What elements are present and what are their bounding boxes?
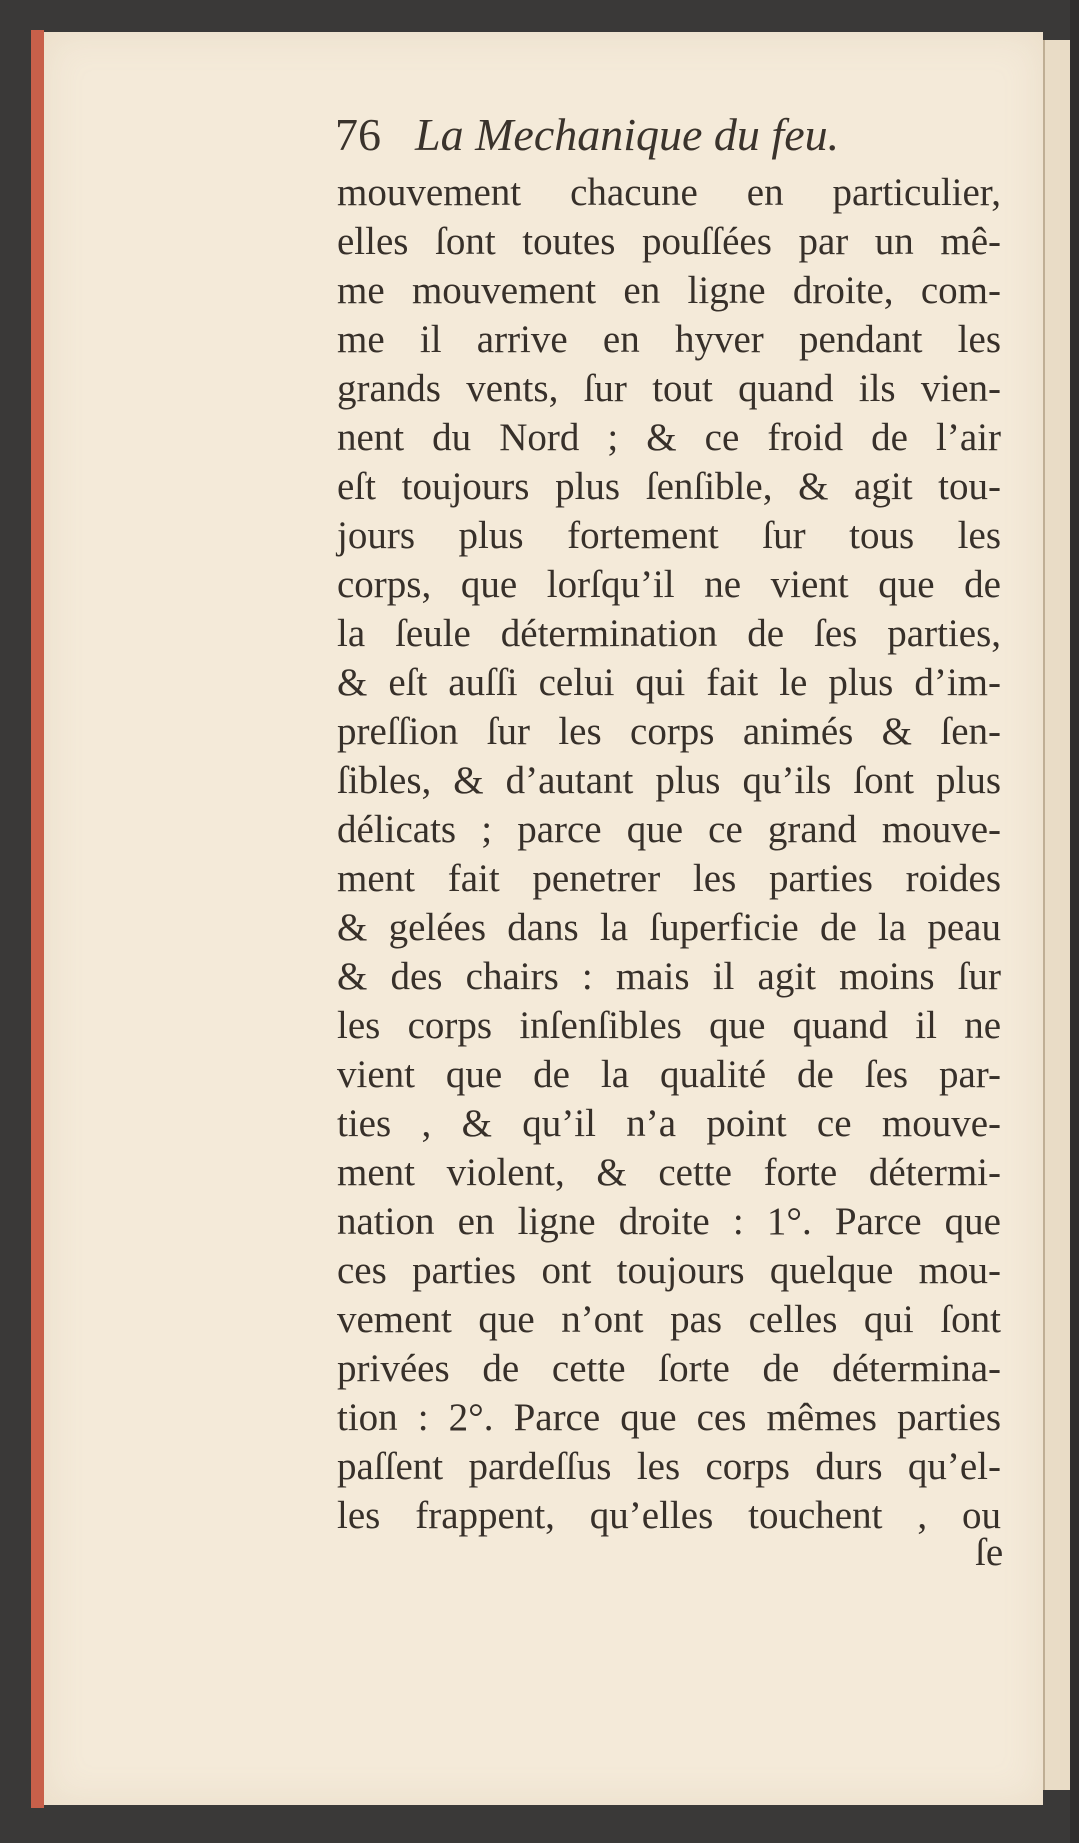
text-line: la ſeule détermination de ſes parties,	[337, 612, 1001, 655]
text-line: tion : 2°. Parce que ces mêmes parties	[337, 1396, 1001, 1439]
text-line: preſſion ſur les corps animés & ſen-	[337, 710, 1001, 753]
text-line: me il arrive en hyver pendant les	[337, 318, 1001, 361]
text-line: les frappent, qu’elles touchent , ou	[337, 1494, 1001, 1537]
running-title: La Mechanique du feu.	[415, 109, 840, 160]
text-line: ſibles, & d’autant plus qu’ils ſont plus	[337, 759, 1001, 802]
text-line: les corps inſenſibles que quand il ne	[337, 1004, 1001, 1047]
body-text	[337, 168, 1001, 1540]
text-line: vient que de la qualité de ſes par-	[337, 1053, 1001, 1096]
text-line: & gelées dans la ſuperficie de la peau	[337, 906, 1001, 949]
text-line: & des chairs : mais il agit moins ſur	[337, 955, 1001, 998]
text-line: paſſent pardeſſus les corps durs qu’el-	[337, 1445, 1001, 1488]
text-line: me mouvement en ligne droite, com-	[337, 269, 1001, 312]
text-line: & eſt auſſi celui qui fait le plus d’im-	[337, 661, 1001, 704]
next-page-edge	[1043, 40, 1072, 1790]
text-line: eſt toujours plus ſenſible, & agit tou-	[337, 465, 1001, 508]
page-number: 76	[335, 109, 381, 160]
text-line: corps, que lorſqu’il ne vient que de	[337, 563, 1001, 606]
text-line: jours plus fortement ſur tous les	[337, 514, 1001, 557]
text-line: ties , & qu’il n’a point ce mouve-	[337, 1102, 1001, 1145]
text-line: nation en ligne droite : 1°. Parce que	[337, 1200, 1001, 1243]
text-line: ment fait penetrer les parties roides	[337, 857, 1001, 900]
text-line: privées de cette ſorte de détermina-	[337, 1347, 1001, 1390]
running-header	[335, 108, 1015, 161]
text-line: elles ſont toutes pouſſées par un mê-	[337, 220, 1001, 263]
text-line: grands vents, ſur tout quand ils vien-	[337, 367, 1001, 410]
text-line: ces parties ont toujours quelque mou-	[337, 1249, 1001, 1292]
text-line: mouvement chacune en particulier,	[337, 171, 1001, 214]
catchword: ſe	[975, 1531, 1004, 1574]
text-line: vement que n’ont pas celles qui ſont	[337, 1298, 1001, 1341]
text-line: délicats ; parce que ce grand mouve-	[337, 808, 1001, 851]
text-line: nent du Nord ; & ce froid de l’air	[337, 416, 1001, 459]
page-red-edge	[31, 30, 44, 1808]
scan-background	[1070, 0, 1079, 1843]
text-line: ment violent, & cette forte détermi-	[337, 1151, 1001, 1194]
